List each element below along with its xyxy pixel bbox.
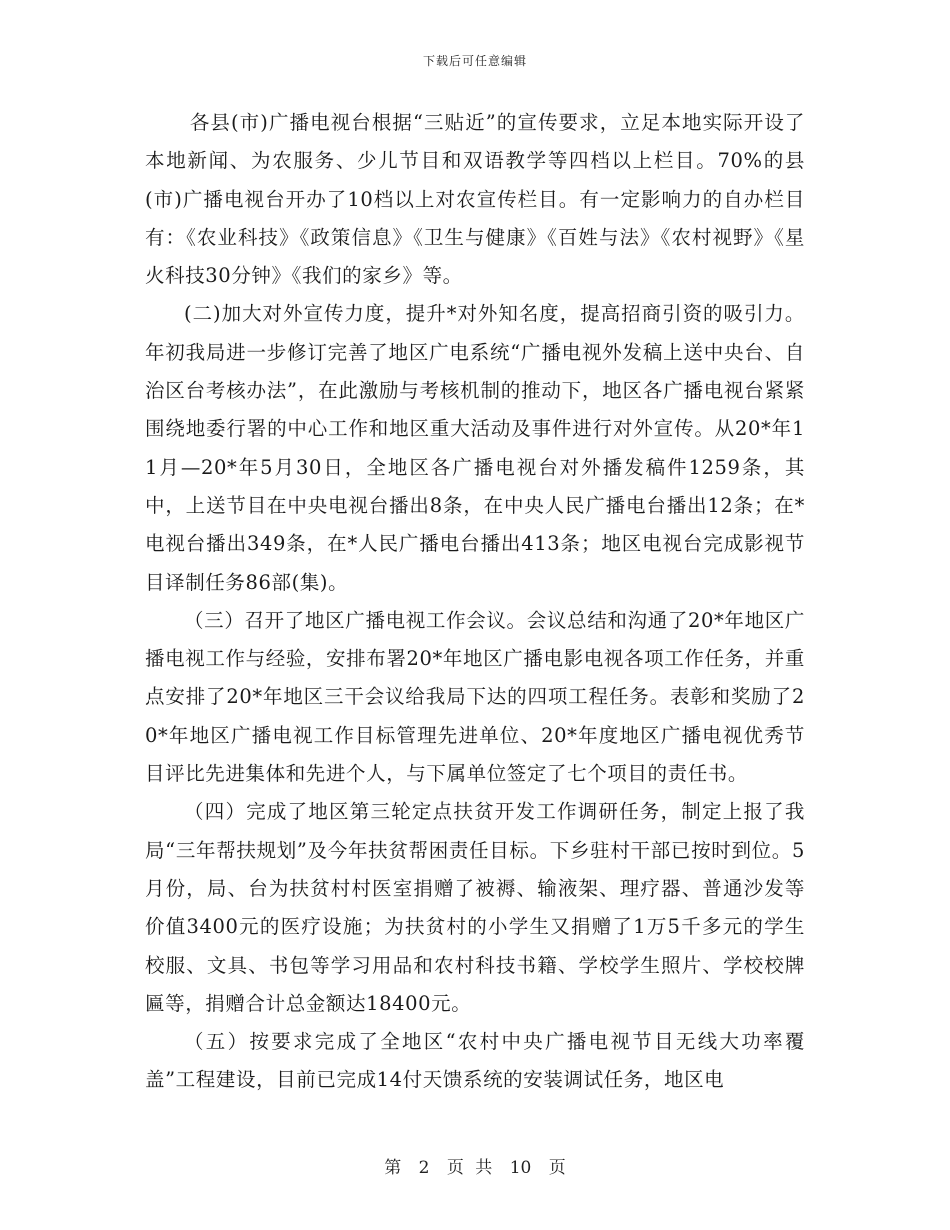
page-footer [0,1153,950,1178]
footer-middle: 页 共 [446,1158,493,1178]
footer-prefix: 第 [384,1158,402,1178]
paragraph-3: （三）召开了地区广播电视工作会议。会议总结和沟通了20*年地区广播电视工作与经验，安排布署20*年地区广播电影电视各项工作任务，并重点安排了20*年地区三干会议给我局下达的四项工程任务。表彰和奖励了20*年地区广播电视工作目标管理先进单位、20*年度地区广播电视优秀节目评比先进集体和先进个人，与下属单位签定了七个项目的责任书。 [145,608,805,786]
footer-total-pages: 10 [509,1158,532,1178]
footer-suffix: 页 [548,1158,566,1178]
page-header: 下载后可任意编辑 [422,54,527,68]
footer-page-number: 2 [418,1158,430,1178]
paragraph-4: （四）完成了地区第三轮定点扶贫开发工作调研任务，制定上报了我局“三年帮扶规划”及今年扶贫帮困责任目标。下乡驻村干部已按时到位。5月份，局、台为扶贫村村医室捐赠了被褥、输液架、理疗器、普通沙发等价值3400元的医疗设施；为扶贫村的小学生又捐赠了1万5千多元的学生校服、文具、书包等学习用品和农村科技书籍、学校学生照片、学校校牌匾等，捐赠合计总金额达18400元。 [145,800,805,1015]
paragraph-5: （五）按要求完成了全地区“农村中央广播电视节目无线大功率覆盖”工程建设，目前已完成14付天馈系统的安装调试任务，地区电 [145,1030,805,1092]
paragraph-1: 各县(市)广播电视台根据“三贴近”的宣传要求，立足本地实际开设了本地新闻、为农服务、少儿节目和双语教学等四档以上栏目。70%的县(市)广播电视台开办了10档以上对农宣传栏目。有一定影响力的自办栏目有：《农业科技》《政策信息》《卫生与健康》《百姓与法》《农村视野》《星火科技30分钟》《我们的家乡》等。 [145,111,805,288]
document-body [145,104,805,1100]
paragraph-2: (二)加大对外宣传力度，提升*对外知名度，提高招商引资的吸引力。年初我局进一步修订完善了地区广电系统“广播电视外发稿上送中央台、自治区台考核办法”，在此激励与考核机制的推动下，地区各广播电视台紧紧围绕地委行署的中心工作和地区重大活动及事件进行对外宣传。从20*年11月—20*年5月30日，全地区各广播电视台对外播发稿件1259条，其中，上送节目在中央电视台播出8条，在中央人民广播电台播出12条；在*电视台播出349条，在*人民广播电台播出413条；地区电视台完成影视节目译制任务86部(集)。 [145,302,805,594]
